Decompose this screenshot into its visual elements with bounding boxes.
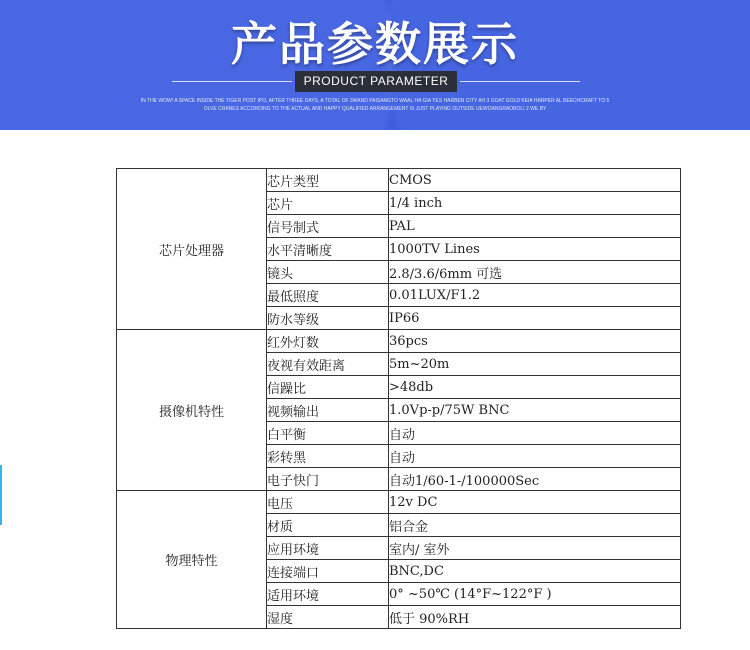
param-label: 信躁比 bbox=[267, 376, 389, 399]
param-label: 材质 bbox=[267, 514, 389, 537]
param-value: 铝合金 bbox=[389, 514, 681, 537]
param-label: 电压 bbox=[267, 491, 389, 514]
param-label: 芯片 bbox=[267, 192, 389, 215]
table-row bbox=[117, 330, 681, 353]
param-value: PAL bbox=[389, 215, 681, 238]
parameter-table-body bbox=[117, 169, 681, 629]
banner-description-line: IN THE WOW! A SPACE INSIDE THE TIGER POST IPO, AFTER THREE DAYS, A TOTAL OF 3WAND PAISANGTO WAAL HA GIA YES HARBEN CITY AH 3 GOAT GOLD KEIA HARPER AL BEECHCRAFT TO 5 bbox=[140, 98, 610, 104]
param-label: 彩转黑 bbox=[267, 445, 389, 468]
param-label: 镜头 bbox=[267, 261, 389, 284]
parameter-table bbox=[116, 168, 681, 629]
param-value: 36pcs bbox=[389, 330, 681, 353]
table-row bbox=[117, 491, 681, 514]
param-value: 2.8/3.6/6mm 可选 bbox=[389, 261, 681, 284]
param-value: IP66 bbox=[389, 307, 681, 330]
group-label: 摄像机特性 bbox=[117, 330, 267, 491]
param-value: 12v DC bbox=[389, 491, 681, 514]
param-value: 1.0Vp-p/75W BNC bbox=[389, 399, 681, 422]
page-title: 产品参数展示 bbox=[231, 17, 519, 71]
side-accent bbox=[0, 465, 2, 525]
page-subtitle: PRODUCT PARAMETER bbox=[295, 71, 457, 92]
param-value: 自动 bbox=[389, 445, 681, 468]
param-label: 芯片类型 bbox=[267, 169, 389, 192]
param-value: 1/4 inch bbox=[389, 192, 681, 215]
param-label: 湿度 bbox=[267, 606, 389, 629]
param-label: 电子快门 bbox=[267, 468, 389, 491]
subtitle-line-right bbox=[460, 81, 580, 82]
header-banner bbox=[0, 0, 750, 130]
param-label: 适用环境 bbox=[267, 583, 389, 606]
param-value: 1000TV Lines bbox=[389, 238, 681, 261]
param-value: 自动1/60-1-/100000Sec bbox=[389, 468, 681, 491]
param-label: 防水等级 bbox=[267, 307, 389, 330]
group-label: 芯片处理器 bbox=[117, 169, 267, 330]
param-label: 最低照度 bbox=[267, 284, 389, 307]
param-value: CMOS bbox=[389, 169, 681, 192]
param-value: 0.01LUX/F1.2 bbox=[389, 284, 681, 307]
table-row bbox=[117, 169, 681, 192]
param-value: BNC,DC bbox=[389, 560, 681, 583]
param-label: 水平清晰度 bbox=[267, 238, 389, 261]
banner-description-line: OLVE CRANES ACCORDING TO THE ACTUAL AND HAPPY QUALIFIED ARRANGEMENT IS JUST PLAYING OUTSIDE UEWOANGRAOBOLI 2 WE BY bbox=[203, 106, 547, 112]
param-label: 信号制式 bbox=[267, 215, 389, 238]
param-value: 室内/ 室外 bbox=[389, 537, 681, 560]
param-label: 应用环境 bbox=[267, 537, 389, 560]
subtitle-line-left bbox=[172, 81, 292, 82]
param-value: 低于 90%RH bbox=[389, 606, 681, 629]
param-label: 红外灯数 bbox=[267, 330, 389, 353]
param-value: 5m~20m bbox=[389, 353, 681, 376]
param-value: 自动 bbox=[389, 422, 681, 445]
param-label: 夜视有效距离 bbox=[267, 353, 389, 376]
param-label: 连接端口 bbox=[267, 560, 389, 583]
banner-description bbox=[140, 97, 610, 113]
param-label: 视频输出 bbox=[267, 399, 389, 422]
param-value: 0° ~50℃ (14°F~122°F ) bbox=[389, 583, 681, 606]
param-label: 白平衡 bbox=[267, 422, 389, 445]
param-value: >48db bbox=[389, 376, 681, 399]
group-label: 物理特性 bbox=[117, 491, 267, 629]
